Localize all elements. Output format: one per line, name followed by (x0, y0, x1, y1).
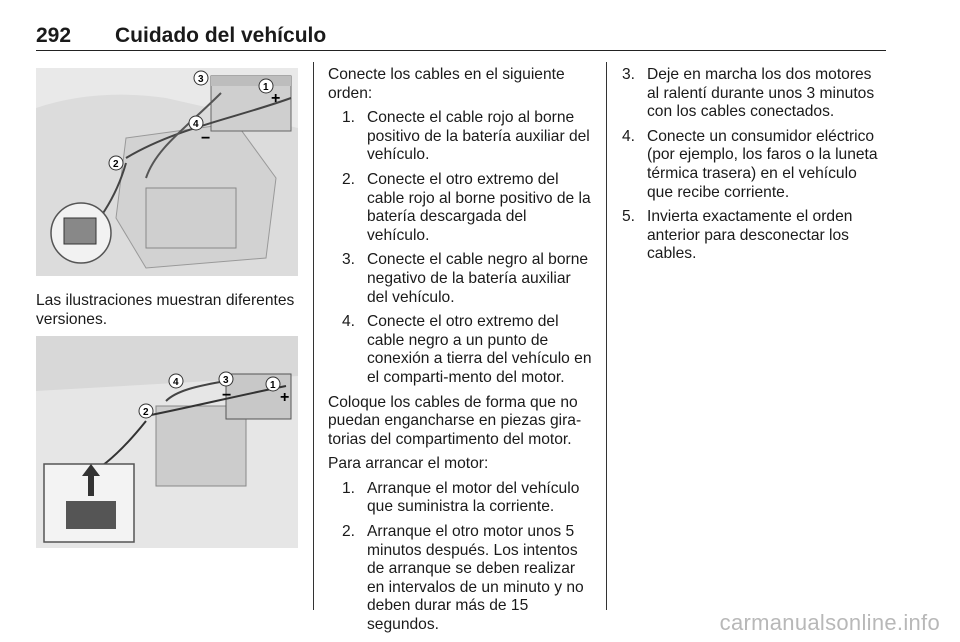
fig2-label-4: 4 (173, 377, 179, 388)
continue-steps (622, 66, 886, 264)
start-intro: Para arrancar el motor: (328, 455, 489, 473)
fig2-label-2: 2 (143, 407, 149, 418)
engine-bay-illustration-2 (36, 336, 298, 548)
fig1-label-4: 4 (193, 119, 199, 130)
list-item: 3. Deje en marcha los dos motores al ralentí durante unos 3 minutos con los cables conectados. (622, 66, 875, 121)
connect-intro: Conecte los cables en el siguiente orden: (328, 66, 565, 102)
list-item: 2. Conecte el otro extremo del cable rojo al borne positivo de la batería descargada del vehículo. (342, 170, 591, 244)
list-item: 1. Arranque el motor del vehículo que suministra la corriente. (342, 479, 580, 516)
illustration-caption: Las ilustraciones muestran diferentes versiones. (36, 292, 295, 328)
connect-steps (328, 109, 593, 387)
fig2-minus-sign: − (222, 387, 232, 404)
cable-routing-note: Coloque los cables de forma que no puedan engancharse en piezas gira-torias del compartimento del motor. (328, 393, 582, 448)
fig2-plus-sign: + (280, 389, 290, 406)
page-title: Cuidado del vehículo (115, 24, 327, 47)
list-item: 4. Conecte un consumidor eléctrico (por ejemplo, los faros o la luneta térmica trasera) en el vehículo que recibe corriente. (622, 127, 878, 201)
list-item: 4. Conecte el otro extremo del cable negro a un punto de conexión a tierra del vehículo en el comparti-mento del motor. (342, 313, 592, 386)
watermark: carmanualsonline.info (719, 610, 940, 635)
column-2 (328, 66, 593, 641)
fig1-minus-sign: − (201, 130, 211, 147)
list-item: 5. Invierta exactamente el orden anterior para desconectar los cables. (622, 208, 853, 263)
start-steps (328, 480, 593, 635)
fig2-label-3: 3 (223, 375, 229, 386)
engine-bay-illustration-1 (36, 68, 298, 276)
column-3 (622, 66, 886, 270)
list-item: 1. Conecte el cable rojo al borne positivo de la batería auxiliar del vehículo. (342, 109, 590, 164)
fig2-label-1: 1 (270, 380, 276, 391)
column-divider-1 (313, 62, 314, 610)
fig1-label-1: 1 (263, 82, 269, 93)
fig1-label-3: 3 (198, 74, 204, 85)
page-header (36, 24, 886, 51)
fig1-plus-sign: + (271, 90, 281, 107)
list-item: 3. Conecte el cable negro al borne negativo de la batería auxiliar del vehículo. (342, 251, 589, 306)
page-number: 292 (36, 24, 72, 47)
column-divider-2 (606, 62, 607, 610)
fig1-label-2: 2 (113, 159, 119, 170)
jump-start-diagram-2 (36, 336, 298, 548)
list-item: 2. Arranque el otro motor unos 5 minutos después. Los intentos de arranque se deben realizar en intervalos de un minuto y no deben durar más de 15 segundos. (342, 523, 584, 634)
jump-start-diagram-1 (36, 68, 298, 276)
